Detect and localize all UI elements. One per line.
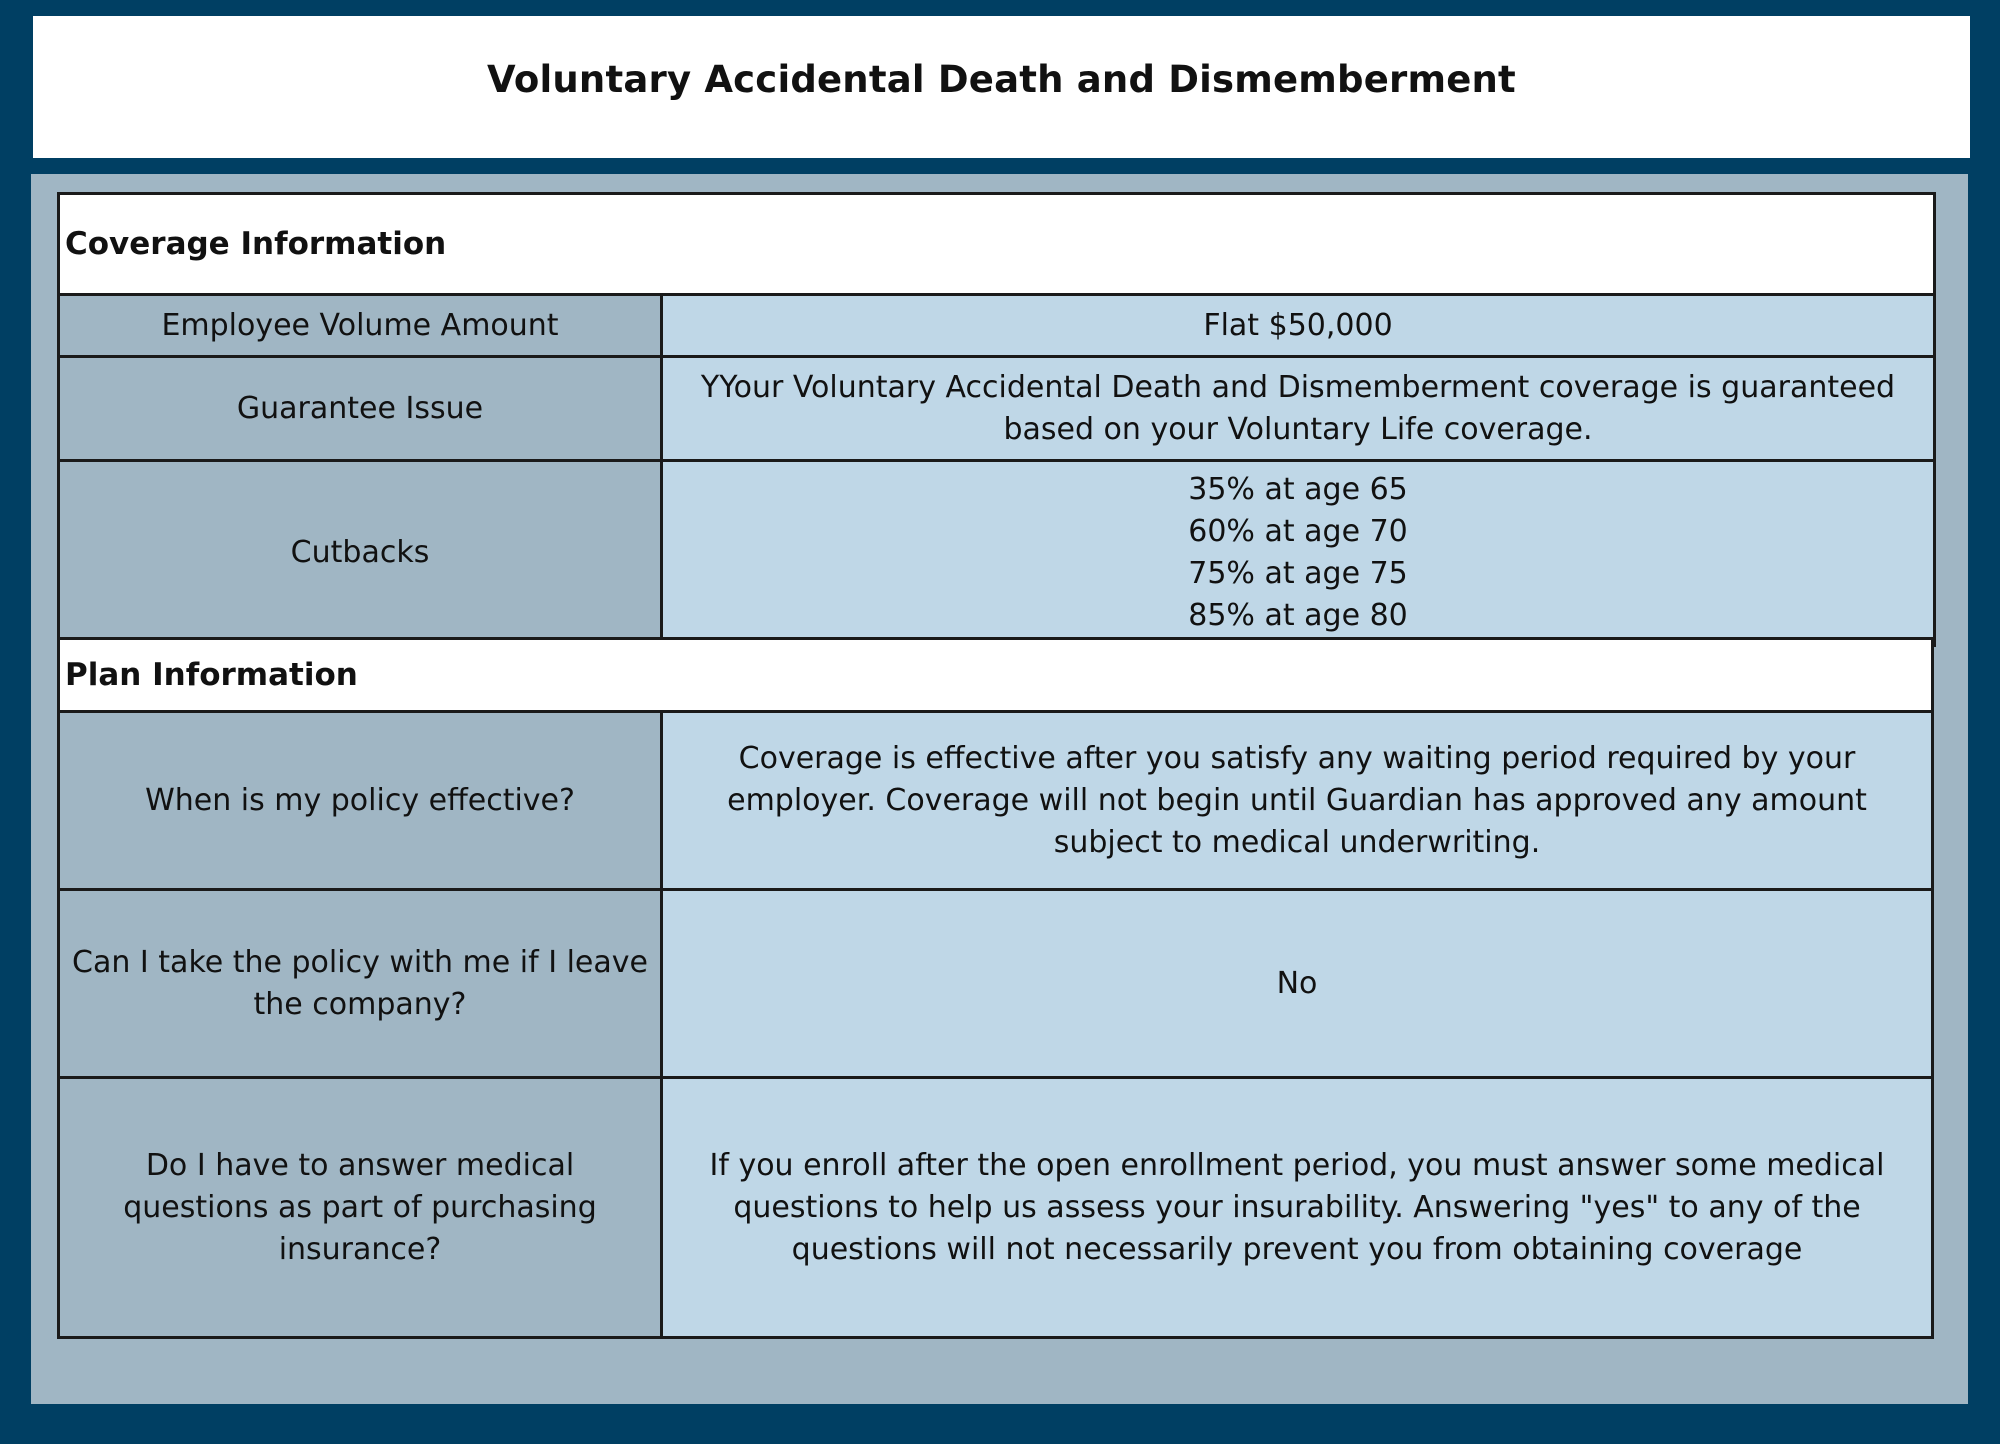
row-value	[663, 462, 1933, 644]
plan-table	[57, 637, 1934, 1339]
row-label: Cutbacks	[60, 462, 663, 644]
cutback-list	[1188, 469, 1408, 637]
row-label: Guarantee Issue	[60, 358, 663, 459]
row-label: When is my policy effective?	[60, 713, 663, 888]
coverage-table	[57, 192, 1936, 647]
table-row	[60, 355, 1933, 459]
title-banner	[33, 16, 1970, 158]
table-row	[60, 293, 1933, 355]
cutback-item: 75% at age 75	[1188, 556, 1408, 591]
table-row	[60, 888, 1931, 1076]
row-value: Flat $50,000	[663, 296, 1933, 355]
row-value: No	[663, 891, 1931, 1076]
table-row	[60, 459, 1933, 644]
table-row	[60, 710, 1931, 888]
row-label: Can I take the policy with me if I leave the company?	[60, 891, 663, 1076]
table-row	[60, 1076, 1931, 1336]
row-label: Do I have to answer medical questions as part of purchasing insurance?	[60, 1079, 663, 1336]
row-label: Employee Volume Amount	[60, 296, 663, 355]
page-title: Voluntary Accidental Death and Dismemberment	[487, 58, 1516, 101]
row-value: Coverage is effective after you satisfy any waiting period required by your employer. Coverage will not begin until Guardian has approved any amount subject to medical underwriting.	[663, 713, 1931, 888]
cutback-item: 60% at age 70	[1188, 514, 1408, 549]
row-value: YYour Voluntary Accidental Death and Dismemberment coverage is guaranteed based on your Voluntary Life coverage.	[663, 358, 1933, 459]
cutback-item: 35% at age 65	[1188, 472, 1408, 507]
row-value: If you enroll after the open enrollment period, you must answer some medical questions to help us assess your insurability. Answering "yes" to any of the questions will not necessarily prevent you from obtaining coverage	[663, 1079, 1931, 1336]
cutback-item: 85% at age 80	[1188, 598, 1408, 633]
plan-heading: Plan Information	[60, 640, 1931, 710]
coverage-heading: Coverage Information	[60, 195, 1933, 293]
